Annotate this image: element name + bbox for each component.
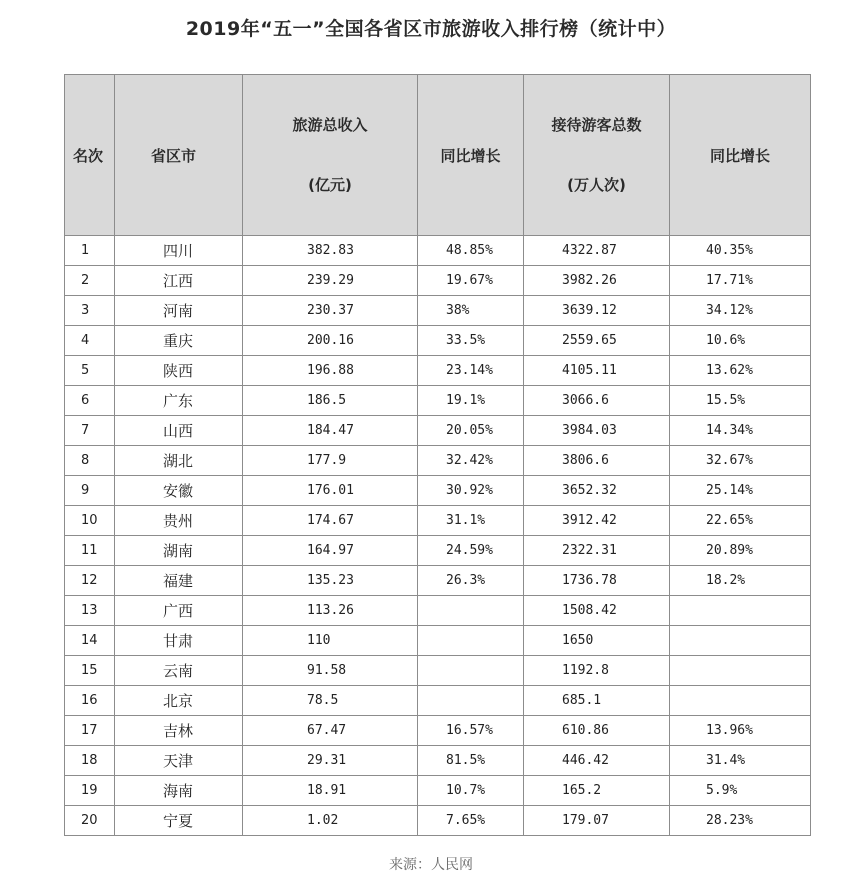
province-cell: 河南 bbox=[115, 296, 243, 326]
visitors-yoy-cell: 14.34% bbox=[670, 416, 811, 446]
income-yoy-cell bbox=[418, 626, 524, 656]
income-cell: 382.83 bbox=[243, 236, 418, 266]
income-yoy-cell: 30.92% bbox=[418, 476, 524, 506]
income-cell: 78.5 bbox=[243, 686, 418, 716]
rank-cell: 13 bbox=[65, 596, 115, 626]
table-row bbox=[65, 656, 811, 686]
table-row bbox=[65, 746, 811, 776]
income-yoy-cell: 16.57% bbox=[418, 716, 524, 746]
income-yoy-cell: 81.5% bbox=[418, 746, 524, 776]
visitors-cell: 3639.12 bbox=[524, 296, 670, 326]
income-cell: 239.29 bbox=[243, 266, 418, 296]
visitors-yoy-cell: 18.2% bbox=[670, 566, 811, 596]
rank-cell: 10 bbox=[65, 506, 115, 536]
visitors-cell: 3982.26 bbox=[524, 266, 670, 296]
rank-cell: 12 bbox=[65, 566, 115, 596]
visitors-yoy-cell: 13.96% bbox=[670, 716, 811, 746]
income-yoy-cell: 24.59% bbox=[418, 536, 524, 566]
visitors-yoy-cell: 32.67% bbox=[670, 446, 811, 476]
rank-cell: 17 bbox=[65, 716, 115, 746]
table-row bbox=[65, 446, 811, 476]
province-cell: 北京 bbox=[115, 686, 243, 716]
visitors-yoy-cell bbox=[670, 686, 811, 716]
table-row bbox=[65, 326, 811, 356]
province-cell: 山西 bbox=[115, 416, 243, 446]
visitors-cell: 2559.65 bbox=[524, 326, 670, 356]
rank-cell: 15 bbox=[65, 656, 115, 686]
table-row bbox=[65, 776, 811, 806]
income-cell: 200.16 bbox=[243, 326, 418, 356]
header-visitors-label: 接待游客总数 bbox=[551, 116, 642, 134]
header-row bbox=[65, 75, 811, 236]
visitors-cell: 4105.11 bbox=[524, 356, 670, 386]
visitors-cell: 1192.8 bbox=[524, 656, 670, 686]
income-cell: 18.91 bbox=[243, 776, 418, 806]
visitors-cell: 446.42 bbox=[524, 746, 670, 776]
income-cell: 1.02 bbox=[243, 806, 418, 836]
table-row bbox=[65, 596, 811, 626]
income-cell: 135.23 bbox=[243, 566, 418, 596]
visitors-cell: 685.1 bbox=[524, 686, 670, 716]
income-yoy-cell: 10.7% bbox=[418, 776, 524, 806]
province-cell: 宁夏 bbox=[115, 806, 243, 836]
table-row bbox=[65, 296, 811, 326]
header-income-yoy: 同比增长 bbox=[418, 75, 524, 236]
visitors-cell: 1736.78 bbox=[524, 566, 670, 596]
income-cell: 176.01 bbox=[243, 476, 418, 506]
income-cell: 29.31 bbox=[243, 746, 418, 776]
province-cell: 福建 bbox=[115, 566, 243, 596]
header-income-label: 旅游总收入 bbox=[292, 116, 368, 134]
ranking-table bbox=[64, 74, 811, 836]
visitors-cell: 1508.42 bbox=[524, 596, 670, 626]
table-row bbox=[65, 686, 811, 716]
rank-cell: 20 bbox=[65, 806, 115, 836]
rank-cell: 18 bbox=[65, 746, 115, 776]
table-row bbox=[65, 806, 811, 836]
province-cell: 天津 bbox=[115, 746, 243, 776]
table-row bbox=[65, 236, 811, 266]
visitors-yoy-cell: 5.9% bbox=[670, 776, 811, 806]
rank-cell: 7 bbox=[65, 416, 115, 446]
income-cell: 230.37 bbox=[243, 296, 418, 326]
income-yoy-cell: 23.14% bbox=[418, 356, 524, 386]
income-cell: 186.5 bbox=[243, 386, 418, 416]
table-row bbox=[65, 416, 811, 446]
visitors-cell: 3912.42 bbox=[524, 506, 670, 536]
visitors-yoy-cell bbox=[670, 596, 811, 626]
rank-cell: 3 bbox=[65, 296, 115, 326]
income-yoy-cell: 31.1% bbox=[418, 506, 524, 536]
province-cell: 重庆 bbox=[115, 326, 243, 356]
visitors-yoy-cell: 15.5% bbox=[670, 386, 811, 416]
income-cell: 164.97 bbox=[243, 536, 418, 566]
rank-cell: 2 bbox=[65, 266, 115, 296]
visitors-yoy-cell: 28.23% bbox=[670, 806, 811, 836]
visitors-cell: 179.07 bbox=[524, 806, 670, 836]
income-cell: 174.67 bbox=[243, 506, 418, 536]
table-row bbox=[65, 476, 811, 506]
table-header bbox=[65, 75, 811, 236]
header-income-unit: (亿元) bbox=[308, 176, 352, 194]
visitors-cell: 1650 bbox=[524, 626, 670, 656]
income-cell: 196.88 bbox=[243, 356, 418, 386]
visitors-yoy-cell bbox=[670, 626, 811, 656]
province-cell: 云南 bbox=[115, 656, 243, 686]
header-visitors bbox=[524, 75, 670, 236]
province-cell: 湖南 bbox=[115, 536, 243, 566]
province-cell: 广东 bbox=[115, 386, 243, 416]
income-cell: 110 bbox=[243, 626, 418, 656]
rank-cell: 5 bbox=[65, 356, 115, 386]
visitors-yoy-cell: 17.71% bbox=[670, 266, 811, 296]
visitors-cell: 4322.87 bbox=[524, 236, 670, 266]
income-cell: 113.26 bbox=[243, 596, 418, 626]
income-yoy-cell bbox=[418, 656, 524, 686]
visitors-yoy-cell: 25.14% bbox=[670, 476, 811, 506]
header-visitors-spacer bbox=[524, 135, 669, 175]
income-yoy-cell: 33.5% bbox=[418, 326, 524, 356]
visitors-yoy-cell: 10.6% bbox=[670, 326, 811, 356]
income-yoy-cell: 20.05% bbox=[418, 416, 524, 446]
table-row bbox=[65, 386, 811, 416]
province-cell: 陕西 bbox=[115, 356, 243, 386]
income-yoy-cell bbox=[418, 596, 524, 626]
table-row bbox=[65, 506, 811, 536]
rank-cell: 14 bbox=[65, 626, 115, 656]
visitors-yoy-cell: 22.65% bbox=[670, 506, 811, 536]
visitors-yoy-cell: 40.35% bbox=[670, 236, 811, 266]
header-visitors-unit: (万人次) bbox=[567, 176, 626, 194]
source-note: 来源：人民网 bbox=[389, 857, 473, 873]
income-yoy-cell bbox=[418, 686, 524, 716]
visitors-yoy-cell: 34.12% bbox=[670, 296, 811, 326]
province-cell: 湖北 bbox=[115, 446, 243, 476]
province-cell: 安徽 bbox=[115, 476, 243, 506]
province-cell: 贵州 bbox=[115, 506, 243, 536]
rank-cell: 6 bbox=[65, 386, 115, 416]
income-yoy-cell: 7.65% bbox=[418, 806, 524, 836]
visitors-yoy-cell bbox=[670, 656, 811, 686]
table-row bbox=[65, 566, 811, 596]
visitors-yoy-cell: 31.4% bbox=[670, 746, 811, 776]
header-visitors-yoy: 同比增长 bbox=[670, 75, 811, 236]
rank-cell: 8 bbox=[65, 446, 115, 476]
header-province: 省区市 bbox=[115, 75, 243, 236]
rank-cell: 19 bbox=[65, 776, 115, 806]
rank-cell: 16 bbox=[65, 686, 115, 716]
rank-cell: 4 bbox=[65, 326, 115, 356]
table-row bbox=[65, 266, 811, 296]
province-cell: 海南 bbox=[115, 776, 243, 806]
province-cell: 四川 bbox=[115, 236, 243, 266]
income-yoy-cell: 48.85% bbox=[418, 236, 524, 266]
visitors-cell: 610.86 bbox=[524, 716, 670, 746]
income-yoy-cell: 26.3% bbox=[418, 566, 524, 596]
table-body bbox=[65, 236, 811, 836]
income-yoy-cell: 32.42% bbox=[418, 446, 524, 476]
visitors-yoy-cell: 20.89% bbox=[670, 536, 811, 566]
visitors-cell: 165.2 bbox=[524, 776, 670, 806]
province-cell: 吉林 bbox=[115, 716, 243, 746]
visitors-yoy-cell: 13.62% bbox=[670, 356, 811, 386]
income-cell: 91.58 bbox=[243, 656, 418, 686]
table-row bbox=[65, 356, 811, 386]
table-row bbox=[65, 716, 811, 746]
province-cell: 江西 bbox=[115, 266, 243, 296]
rank-cell: 1 bbox=[65, 236, 115, 266]
visitors-cell: 3984.03 bbox=[524, 416, 670, 446]
income-yoy-cell: 19.1% bbox=[418, 386, 524, 416]
table-row bbox=[65, 536, 811, 566]
header-income-spacer bbox=[243, 135, 417, 175]
table-row bbox=[65, 626, 811, 656]
income-cell: 184.47 bbox=[243, 416, 418, 446]
income-cell: 67.47 bbox=[243, 716, 418, 746]
income-cell: 177.9 bbox=[243, 446, 418, 476]
visitors-cell: 3066.6 bbox=[524, 386, 670, 416]
province-cell: 广西 bbox=[115, 596, 243, 626]
income-yoy-cell: 38% bbox=[418, 296, 524, 326]
visitors-cell: 3806.6 bbox=[524, 446, 670, 476]
province-cell: 甘肃 bbox=[115, 626, 243, 656]
page-title: 2019年“五一”全国各省区市旅游收入排行榜（统计中） bbox=[185, 18, 677, 40]
header-rank: 名次 bbox=[65, 75, 115, 236]
visitors-cell: 2322.31 bbox=[524, 536, 670, 566]
header-income bbox=[243, 75, 418, 236]
income-yoy-cell: 19.67% bbox=[418, 266, 524, 296]
rank-cell: 11 bbox=[65, 536, 115, 566]
visitors-cell: 3652.32 bbox=[524, 476, 670, 506]
rank-cell: 9 bbox=[65, 476, 115, 506]
